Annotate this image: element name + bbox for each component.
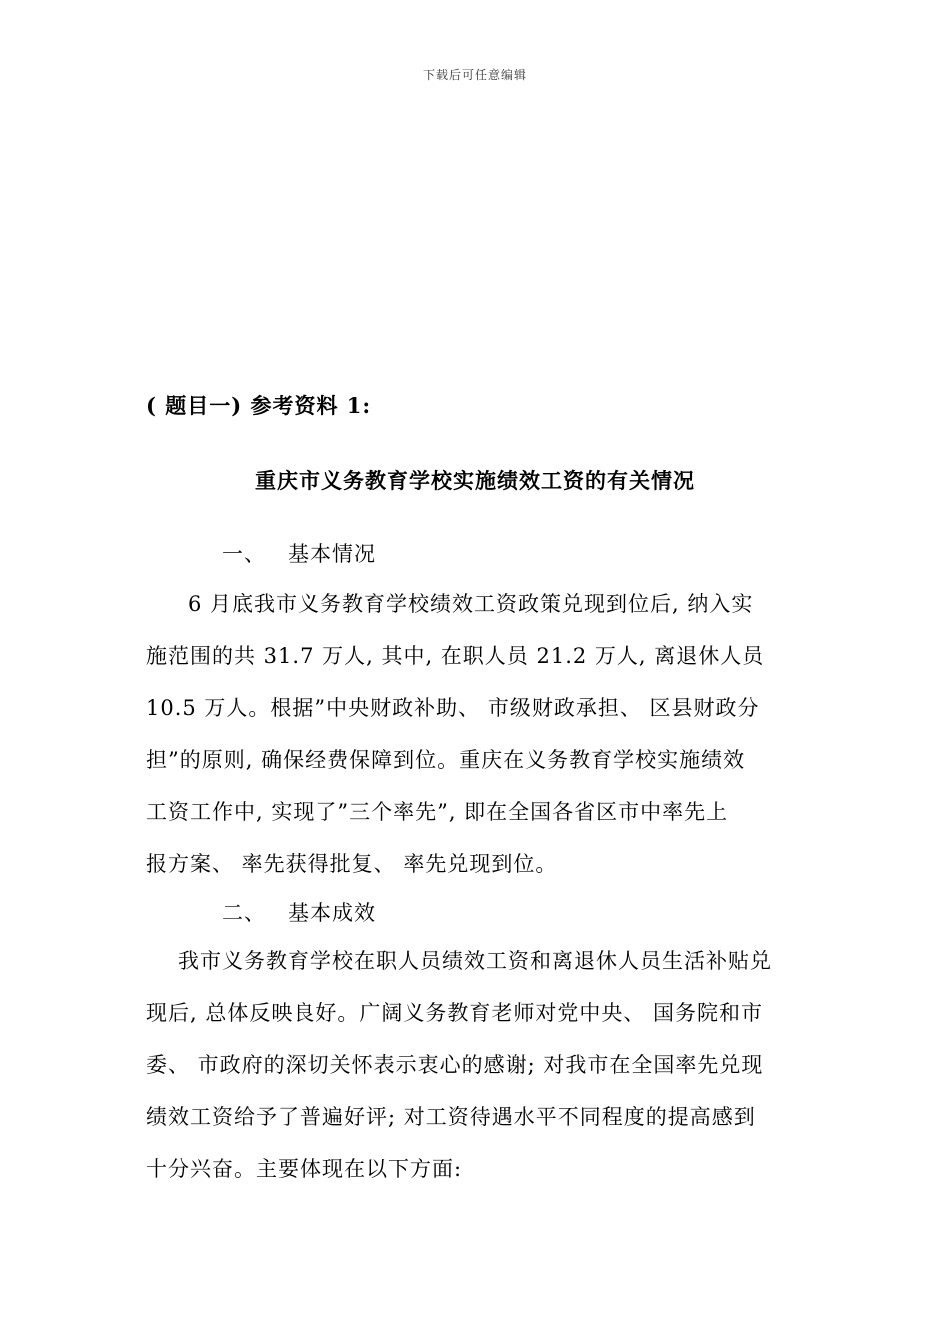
header-note: 下载后可任意编辑 xyxy=(422,68,527,82)
paragraph-line: 现后, 总体反映良好。广阔义务教育老师对党中央、 国务院和市 xyxy=(146,1001,764,1025)
paragraph-line: 绩效工资给予了普遍好评; 对工资待遇水平不同程度的提高感到 xyxy=(146,1105,756,1129)
heading-text: 基本情况 xyxy=(288,542,376,566)
paragraph-line: 10.5 万人。根据”中央财政补助、 市级财政承担、 区县财政分 xyxy=(146,696,760,720)
paragraph-basic-situation xyxy=(146,578,808,890)
heading-basic-results xyxy=(222,897,376,927)
paragraph-line: 6 月底我市义务教育学校绩效工资政策兑现到位后, 纳入实 xyxy=(188,592,754,616)
heading-number: 二、 xyxy=(222,901,266,925)
paragraph-line: 委、 市政府的深切关怀表示衷心的感谢; 对我市在全国率先兑现 xyxy=(146,1053,764,1077)
paragraph-line: 十分兴奋。主要体现在以下方面: xyxy=(146,1157,463,1181)
document-title: 重庆市义务教育学校实施绩效工资的有关情况 xyxy=(255,468,695,493)
heading-number: 一、 xyxy=(222,542,266,566)
paragraph-line: 施范围的共 31.7 万人, 其中, 在职人员 21.2 万人, 离退休人员 xyxy=(146,644,765,668)
paragraph-line: 我市义务教育学校在职人员绩效工资和离退休人员生活补贴兑 xyxy=(178,949,772,973)
section-label: ( 题目一) 参考资料 1: xyxy=(146,393,372,418)
paragraph-line: 担”的原则, 确保经费保障到位。重庆在义务教育学校实施绩效 xyxy=(146,748,746,772)
heading-text: 基本成效 xyxy=(288,901,376,925)
paragraph-basic-results xyxy=(146,935,808,1195)
paragraph-line: 工资工作中, 实现了”三个率先”, 即在全国各省区市中率先上 xyxy=(146,800,729,824)
heading-basic-situation xyxy=(222,538,376,568)
paragraph-line: 报方案、 率先获得批复、 率先兑现到位。 xyxy=(146,852,558,876)
